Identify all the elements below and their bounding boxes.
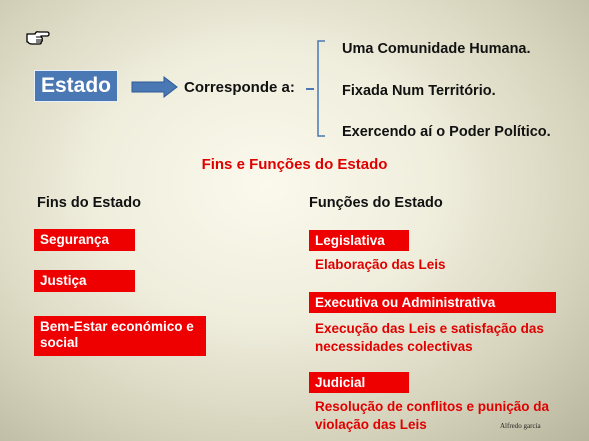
definition-item-poder: Exercendo aí o Poder Político. [342, 124, 551, 140]
right-arrow-icon [131, 76, 178, 98]
pointing-hand-icon [26, 28, 50, 46]
estado-box: Estado [34, 70, 118, 102]
fin-justica: Justiça [34, 270, 135, 292]
section-title: Fins e Funções do Estado [201, 156, 388, 173]
funcao-executiva-description: Execução das Leis e satisfação das necessidades colectivas [315, 321, 544, 354]
author-credit: Alfredo garcia [500, 422, 541, 430]
funcao-legislativa: Legislativa [309, 230, 409, 251]
funcao-executiva: Executiva ou Administrativa [309, 292, 556, 313]
definition-item-comunidade: Uma Comunidade Humana. [342, 41, 531, 57]
funcao-legislativa-description: Elaboração das Leis [315, 257, 446, 272]
fin-bem-estar: Bem-Estar económico e social [34, 316, 206, 356]
definition-item-territorio: Fixada Num Território. [342, 83, 496, 99]
funcoes-heading: Funções do Estado [309, 195, 443, 211]
funcao-judicial-description: Resolução de conflitos e punição da violação das Leis [315, 399, 550, 432]
fins-heading: Fins do Estado [37, 195, 141, 211]
left-bracket [312, 40, 326, 137]
funcao-judicial: Judicial [309, 372, 409, 393]
fin-seguranca: Segurança [34, 229, 135, 251]
corresponde-label: Corresponde a: [184, 79, 295, 96]
